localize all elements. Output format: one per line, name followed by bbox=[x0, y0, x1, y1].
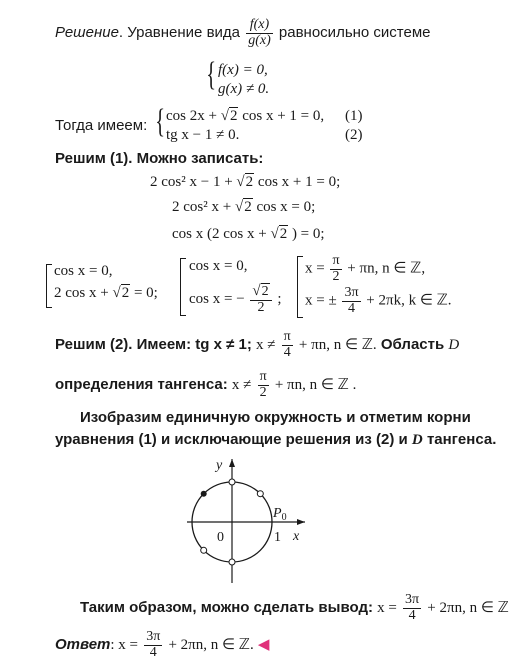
solve1-label: Решим (1). Можно записать: bbox=[55, 150, 264, 167]
conclusion-line: Таким образом, можно сделать вывод: x = $\frac{3\pi}{4}$ + 2πn, n ∈ ℤ bbox=[80, 592, 509, 623]
solve2-line2: определения тангенса: x ≠ $\frac{\pi}{2}$ + πn, n ∈ ℤ . bbox=[55, 369, 357, 400]
then-eq1-number: (1) bbox=[345, 108, 363, 124]
system1-line2: g(x) ≠ 0. bbox=[218, 81, 270, 97]
end-of-solution-icon: ◀ bbox=[257, 636, 270, 654]
case-c-bracket bbox=[297, 256, 303, 318]
root-point-3pi4 bbox=[201, 491, 207, 497]
x-axis-label: x bbox=[293, 529, 300, 544]
excluded-point-top bbox=[229, 479, 235, 485]
circle-text-line2: уравнения (1) и исключающие решения из (2) и D тангенса. bbox=[55, 431, 497, 448]
x-axis-arrow bbox=[297, 519, 305, 525]
fraction: $\frac{3\pi}{4}$ bbox=[146, 629, 161, 660]
intro-line: Решение. Уравнение вида $\frac{f(x)}{g(x)}$ равносильно системе bbox=[55, 17, 431, 48]
case-c-line2: x = ± $\frac{3\pi}{4}$ + 2πk, k ∈ ℤ. bbox=[305, 285, 452, 316]
fraction: $\frac{\pi}{2}$ bbox=[332, 253, 340, 284]
answer-line: Ответ: x = $\frac{3\pi}{4}$ + 2πn, n ∈ ℤ. ◀ bbox=[55, 629, 270, 660]
sqrt: √2 bbox=[234, 199, 252, 215]
sqrt: √2 bbox=[270, 226, 288, 242]
case-a-line2: 2 cos x + √2 = 0; bbox=[54, 285, 158, 301]
y-axis-arrow bbox=[229, 459, 235, 467]
case-b-line1: cos x = 0, bbox=[189, 258, 248, 274]
then-eq1: cos 2x + √2 cos x + 1 = 0, bbox=[166, 108, 325, 124]
excluded-point-minus-3pi4 bbox=[201, 547, 207, 553]
then-label: Тогда имеем: bbox=[55, 117, 148, 134]
one-label: 1 bbox=[274, 530, 281, 545]
sqrt: √2 bbox=[112, 285, 130, 301]
then-eq2: tg x − 1 ≠ 0. bbox=[166, 127, 240, 143]
solve1-line1: 2 cos² x − 1 + √2 cos x + 1 = 0; bbox=[150, 174, 341, 190]
fraction-f-over-g: $\frac{f(x)}{g(x)}$ bbox=[248, 17, 271, 48]
then-eq2-number: (2) bbox=[345, 127, 363, 143]
fraction: $\frac{\pi}{4}$ bbox=[283, 329, 291, 360]
excluded-point-bottom bbox=[229, 559, 235, 565]
solve1-line2: 2 cos² x + √2 cos x = 0; bbox=[172, 199, 316, 215]
circle-text-line1: Изобразим единичную окружность и отметим корни bbox=[80, 409, 471, 426]
answer-label: Ответ bbox=[55, 636, 111, 654]
y-axis-label: y bbox=[216, 458, 223, 473]
sqrt: √2 bbox=[236, 174, 254, 190]
case-b-bracket bbox=[180, 258, 186, 316]
case-a-line1: cos x = 0, bbox=[54, 263, 113, 279]
p0-label: $P_0$ bbox=[273, 506, 287, 523]
fraction: $\frac{3\pi}{4}$ bbox=[344, 285, 359, 316]
sqrt: √2 bbox=[220, 108, 238, 124]
case-b-line2: cos x = − $\frac{√2}{2}$ ; bbox=[189, 283, 282, 315]
then-brace: { bbox=[155, 103, 166, 140]
solve1-line3: cos x (2 cos x + √2 ) = 0; bbox=[172, 226, 325, 242]
system1-line1: f(x) = 0, bbox=[218, 62, 268, 78]
case-a-bracket bbox=[46, 264, 52, 308]
case-c-line1: x = $\frac{\pi}{2}$ + πn, n ∈ ℤ, bbox=[305, 253, 426, 284]
excluded-point-pi4 bbox=[257, 491, 263, 497]
system1-brace: { bbox=[206, 56, 217, 93]
solve2-line1: Решим (2). Имеем: tg x ≠ 1; x ≠ $\frac{\pi}{4}$ + πn, n ∈ ℤ. Область D bbox=[55, 329, 460, 360]
origin-label: 0 bbox=[217, 530, 224, 545]
fraction: $\frac{\pi}{2}$ bbox=[259, 369, 267, 400]
fraction: $\frac{√2}{2}$ bbox=[250, 284, 271, 315]
fraction: $\frac{3\pi}{4}$ bbox=[405, 592, 420, 623]
unit-circle-diagram bbox=[175, 455, 315, 590]
solution-label: Решение bbox=[55, 24, 119, 42]
